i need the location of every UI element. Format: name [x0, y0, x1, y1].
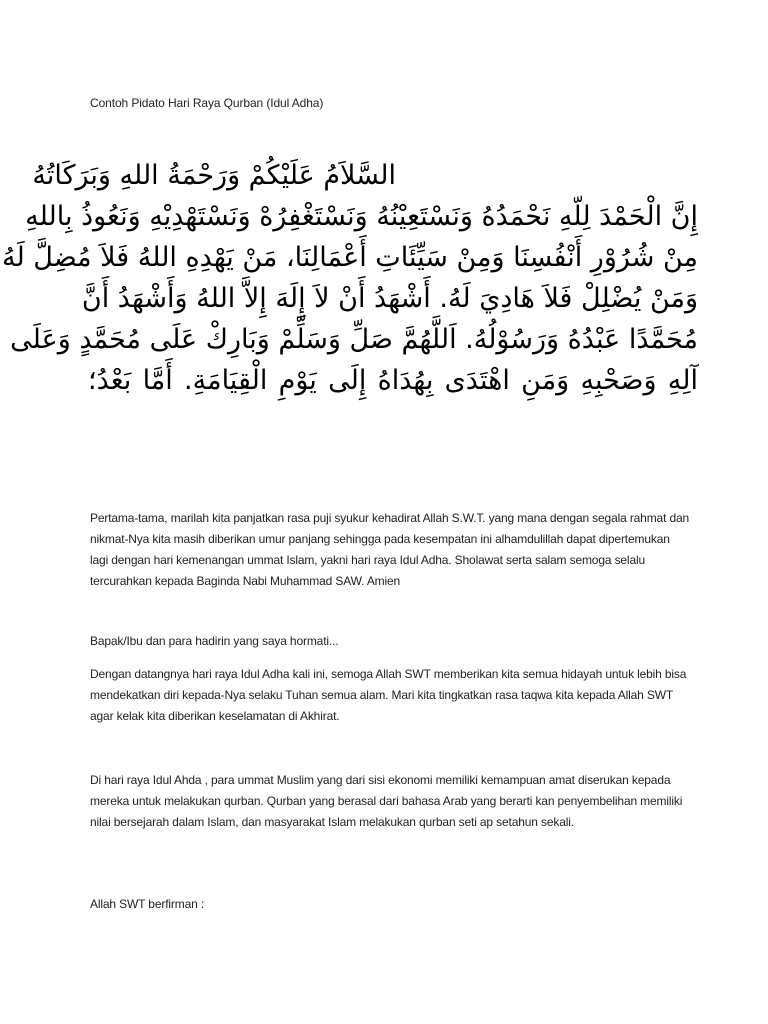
paragraph-opening-gratitude: Pertama-tama, marilah kita panjatkan rasa puji syukur kehadirat Allah S.W.T. yang mana dengan segala rahmat dan nikmat-Nya kita masih diberikan umur panjang sehingga pada kesempatan ini alhamdulillah dapat dipertemukan lagi dengan hari kemenangan ummat Islam, yakni hari raya Idul Adha. Sholawat serta salam semoga selalu tercurahkan kepada Baginda Nabi Muhammad SAW. Amien — [90, 511, 690, 588]
arabic-prayer-line: وَمَنْ يُضْلِلْ فَلاَ هَادِيَ لَهُ. أَشْهَدُ أَنْ لاَ إِلَهَ إِلاَّ اللهُ وَأَشْهَدُ أَنَّ — [81, 283, 698, 314]
arabic-prayer-line: آلِهِ وَصَحْبِهِ وَمَنِ اهْتَدَى بِهُدَاهُ إِلَى يَوْمِ الْقِيَامَةِ. أَمَّا بَعْدُ؛ — [88, 365, 698, 396]
arabic-prayer-line: مِنْ شُرُوْرِ أَنْفُسِنَا وَمِنْ سَيِّئَاتِ أَعْمَالِنَا، مَنْ يَهْدِهِ اللهُ فَلاَ مُضِلَّ لَهُ — [1, 242, 698, 273]
document-title: Contoh Pidato Hari Raya Qurban (Idul Adha) — [90, 96, 324, 110]
paragraph-greeting-audience: Bapak/Ibu dan para hadirin yang saya hormati... — [90, 634, 339, 648]
arabic-prayer-line: إِنَّ الْحَمْدَ لِلّهِ نَحْمَدُهُ وَنَسْتَعِيْنُهُ وَنَسْتَغْفِرُهْ وَنَسْتَهْدِيْهِ وَنَعُوذُ بِاللهِ — [25, 201, 698, 232]
arabic-opening-prayer — [1, 196, 698, 401]
paragraph-hidayah: Dengan datangnya hari raya Idul Adha kali ini, semoga Allah SWT memberikan kita semua hidayah untuk lebih bisa mendekatkan diri kepada-Nya selaku Tuhan semua alam. Mari kita tingkatkan rasa taqwa kita kepada Allah SWT agar kelak kita diberikan keselamatan di Akhirat. — [90, 667, 687, 723]
paragraph-qurban: Di hari raya Idul Ahda , para ummat Muslim yang dari sisi ekonomi memiliki kemampuan amat diserukan kepada mereka untuk melakukan qurban. Qurban yang berasal dari bahasa Arab yang berarti kan penyembelihan memiliki nilai bersejarah dalam Islam, dan masyarakat Islam melakukan qurban seti ap setahun sekali. — [90, 773, 683, 829]
arabic-prayer-line: مُحَمَّدًا عَبْدُهُ وَرَسُوْلُهُ. اَللَّهُمَّ صَلِّ وَسَلِّمْ وَبَارِكْ عَلَى مُحَمَّدٍ وَعَلَى — [10, 324, 698, 355]
arabic-salam: السَّلاَمُ عَلَيْكُمْ وَرَحْمَةُ اللهِ وَبَرَكَاتُهُ — [32, 160, 396, 191]
paragraph-allah-berfirman: Allah SWT berfirman : — [90, 897, 204, 911]
